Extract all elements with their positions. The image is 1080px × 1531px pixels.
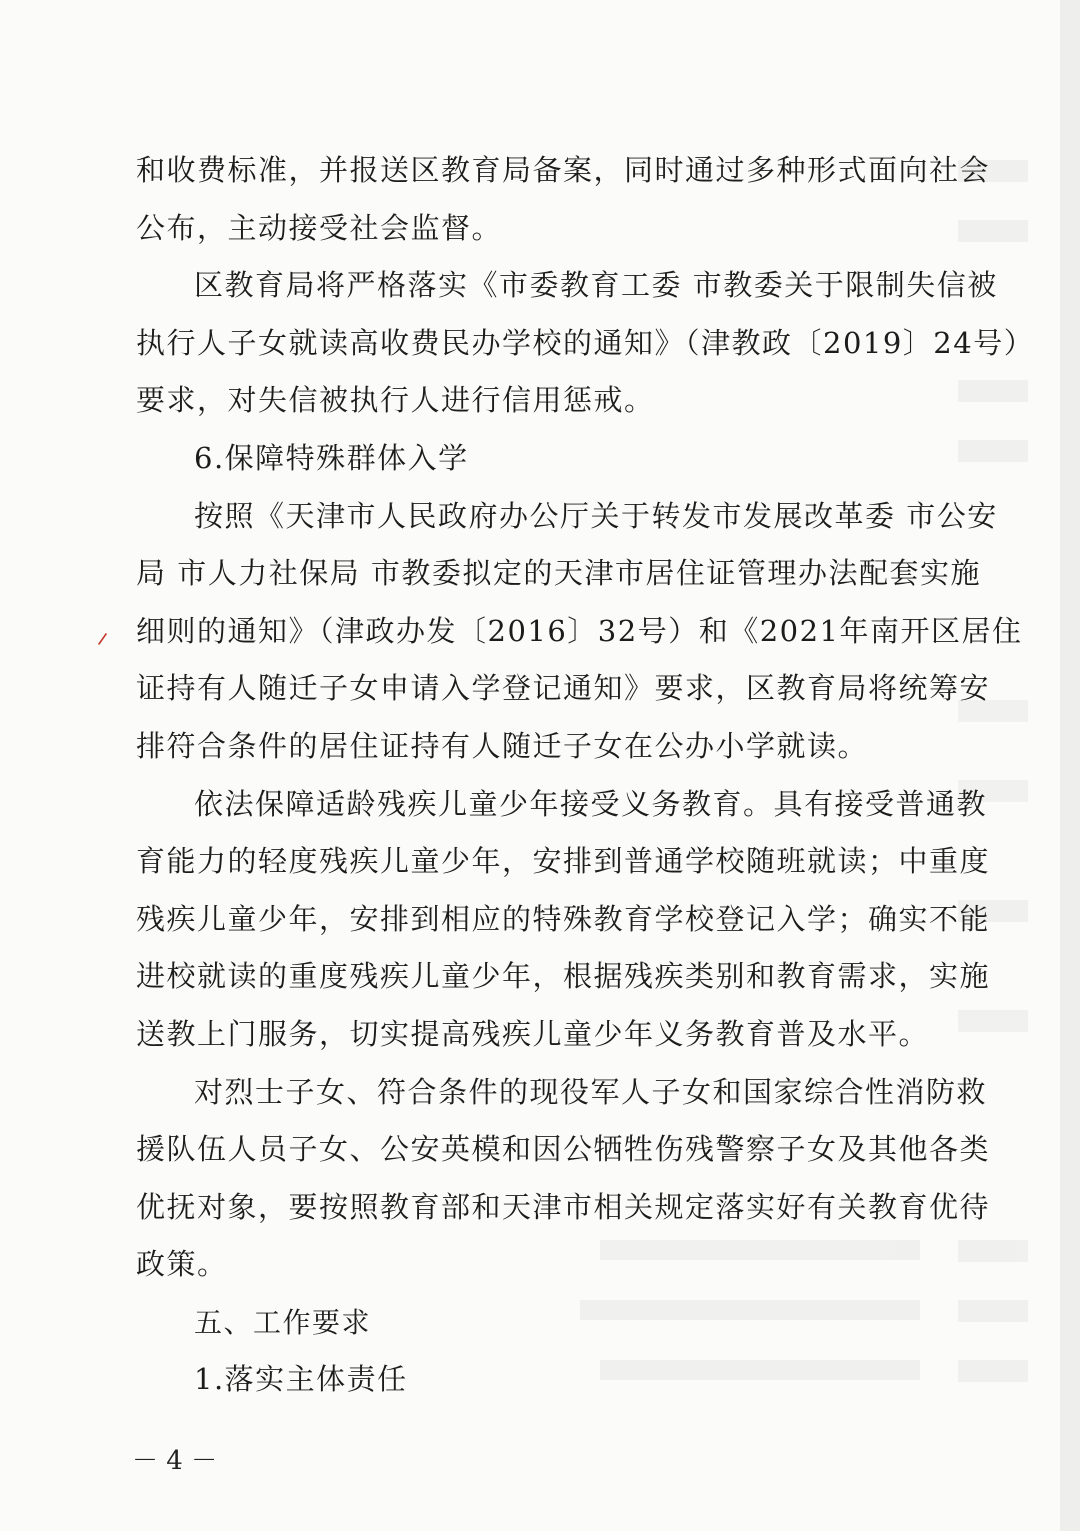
text-line: 细则的通知》（津政办发〔2016〕32号）和《2021年南开区居住 [136,613,1023,648]
text-line: 政策。 [136,1247,228,1282]
paragraph [136,1064,991,1294]
section-heading: 五、工作要求 [194,1305,372,1339]
text-line: 要求，对失信被执行人进行信用惩戒。 [136,383,655,418]
text-line: 公布，主动接受社会监督。 [136,210,503,245]
text-line: 1.落实主体责任 [194,1362,408,1397]
text-line: 和收费标准，并报送区教育局备案，同时通过多种形式面向社会 [136,153,991,187]
page-number: － 4 － [132,1446,218,1476]
text-line: 证持有人随迁子女申请入学登记通知》要求，区教育局将统筹安 [136,671,991,706]
red-pen-mark [96,632,110,646]
text-line: 对烈士子女、符合条件的现役军人子女和国家综合性消防救 [194,1074,988,1109]
paragraph [136,776,991,1064]
paragraph [136,142,991,257]
text-line: 执行人子女就读高收费民办学校的通知》（津教政〔2019〕24号） [136,325,1035,360]
paragraph [136,488,1023,776]
text-line: 育能力的轻度残疾儿童少年，安排到普通学校随班就读；中重度 [136,844,991,879]
text-line: 送教上门服务，切实提高残疾儿童少年义务教育普及水平。 [136,1016,930,1051]
text-line: 残疾儿童少年，安排到相应的特殊教育学校登记入学；确实不能 [136,901,991,936]
text-line: 优抚对象，要按照教育部和天津市相关规定落实好有关教育优待 [136,1189,991,1224]
text-line: 进校就读的重度残疾儿童少年，根据残疾类别和教育需求，实施 [136,959,991,994]
paragraph [136,1351,944,1409]
document-body [136,142,1035,1409]
text-line: 按照《天津市人民政府办公厅关于转发市发展改革委 市公安 [194,498,998,533]
text-line: 区教育局将严格落实《市委教育工委 市教委关于限制失信被 [194,268,998,303]
paragraph [136,1294,944,1352]
text-line: 局 市人力社保局 市教委拟定的天津市居住证管理办法配套实施 [136,556,981,591]
text-line: 依法保障适龄残疾儿童少年接受义务教育。具有接受普通教 [194,786,988,821]
text-line: 6.保障特殊群体入学 [194,440,469,475]
text-line: 援队伍人员子女、公安英模和因公牺牲伤残警察子女及其他各类 [136,1132,991,1167]
text-line: 排符合条件的居住证持有人随迁子女在公办小学就读。 [136,728,869,763]
paragraph [136,257,1035,430]
paragraph [136,430,944,488]
